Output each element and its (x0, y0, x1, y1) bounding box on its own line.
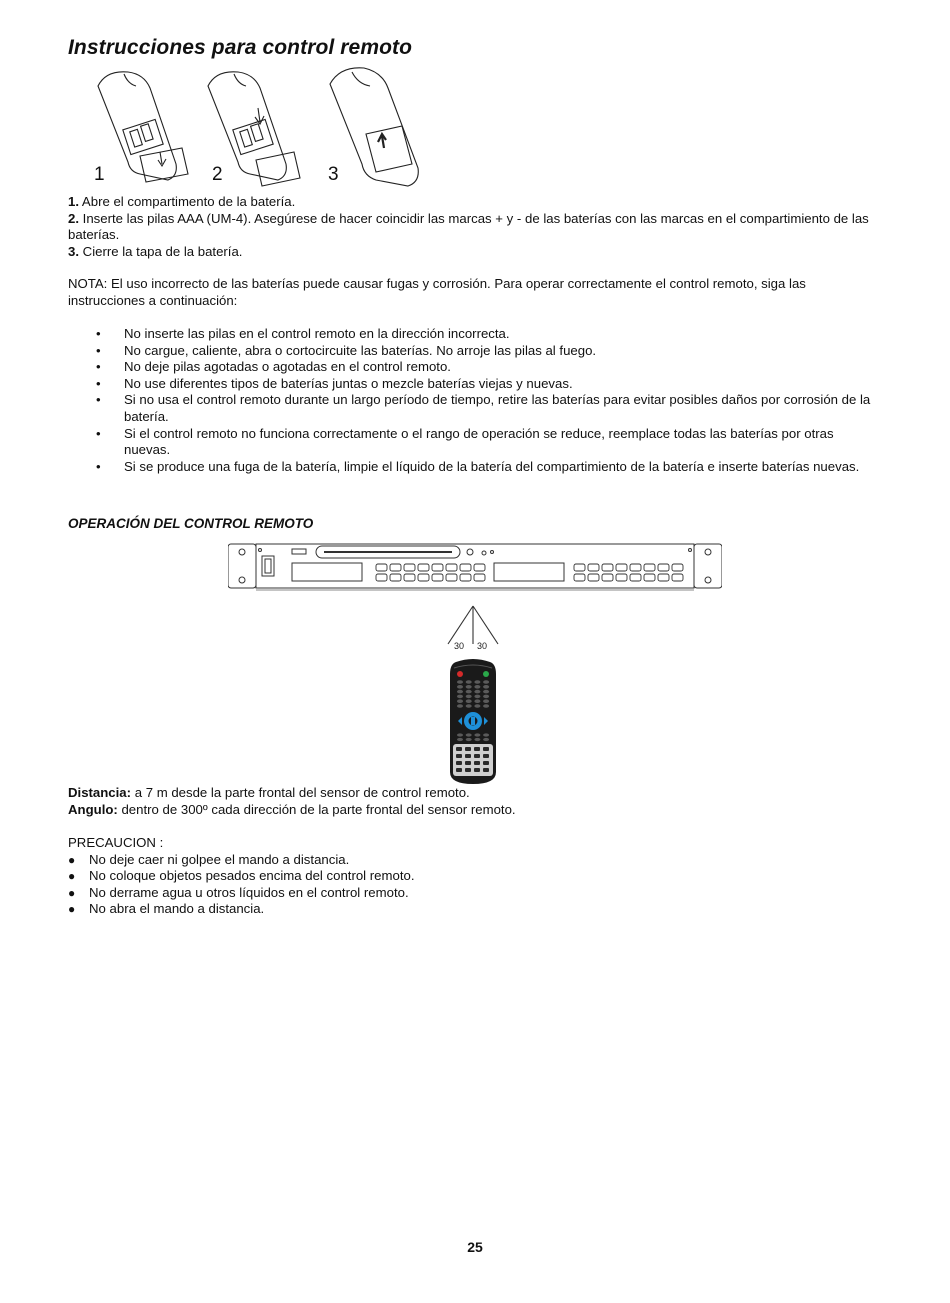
rack-button (474, 564, 485, 571)
remote-key (457, 704, 463, 708)
caution-section (68, 835, 880, 918)
remote-control-drawing (450, 659, 496, 784)
battery-steps (68, 194, 880, 260)
distance-line: Distancia: a 7 m desde la parte frontal del sensor de control remoto. (68, 785, 470, 800)
battery-warnings-list (96, 326, 880, 475)
list-item: • No use diferentes tipos de baterías juntas o mezcle baterías viejas y nuevas. (96, 376, 880, 393)
remote-key (466, 699, 472, 703)
angle-label-left: 30 (454, 641, 465, 651)
remote-number-key (456, 754, 462, 758)
rack-unit-drawing (228, 544, 722, 590)
remote-key (474, 699, 480, 703)
remote-key (474, 695, 480, 699)
list-item: • Si se produce una fuga de la batería, limpie el líquido de la batería del compartimiento de la batería e inserte baterías nuevas. (96, 459, 880, 476)
rack-button (418, 574, 429, 581)
remote-key (474, 680, 480, 684)
page-number: 25 (467, 1239, 483, 1255)
list-item: ● No derrame agua u otros líquidos en el control remoto. (68, 885, 880, 902)
remote-number-key (483, 761, 489, 765)
remote-power-button (457, 671, 463, 677)
rack-button (672, 564, 683, 571)
list-item: • Si no usa el control remoto durante un largo período de tiempo, retire las baterías para evitar posibles daños por corrosión de la batería. (96, 392, 880, 425)
angle-line: Angulo: dentro de 300º cada dirección de la parte frontal del sensor remoto. (68, 801, 516, 817)
figure-label-2: 2 (212, 164, 223, 185)
remote-key (483, 699, 489, 703)
rack-button (588, 564, 599, 571)
step-3: 3. Cierre la tapa de la batería. (68, 243, 243, 259)
figure-label-3: 3 (328, 164, 339, 185)
list-item: • No inserte las pilas en el control remoto en la dirección incorrecta. (96, 326, 880, 343)
remote-key (457, 738, 463, 741)
remote-key (474, 690, 480, 694)
remote-key (474, 685, 480, 689)
remote-number-key (483, 747, 489, 751)
remote-key (457, 733, 463, 736)
rack-button (574, 574, 585, 581)
range-info (68, 785, 880, 818)
remote-key (466, 704, 472, 708)
figure-label-1: 1 (94, 164, 105, 185)
ir-angle-drawing (448, 606, 498, 644)
rack-button (446, 564, 457, 571)
list-item: • No deje pilas agotadas o agotadas en el control remoto. (96, 359, 880, 376)
remote-number-key (465, 768, 471, 772)
battery-note: NOTA: El uso incorrecto de las baterías puede causar fugas y corrosión. Para operar correctamente el control remoto, siga las instrucciones a continuación: (68, 276, 806, 308)
remote-key (466, 690, 472, 694)
rack-button (602, 574, 613, 581)
remote-number-key (456, 747, 462, 751)
rack-button (616, 574, 627, 581)
list-item: • Si el control remoto no funciona correctamente o el rango de operación se reduce, reemplace todas las baterías por otras nuevas. (96, 426, 880, 459)
remote-step-3-drawing (330, 68, 418, 186)
rack-button (616, 564, 627, 571)
remote-number-key (465, 754, 471, 758)
remote-number-key (483, 754, 489, 758)
rack-button (446, 574, 457, 581)
rack-button (432, 564, 443, 571)
section-heading: OPERACIÓN DEL CONTROL REMOTO (68, 516, 314, 531)
remote-number-key (474, 754, 480, 758)
remote-key (483, 690, 489, 694)
remote-key (483, 704, 489, 708)
remote-number-key (456, 761, 462, 765)
remote-number-key (474, 747, 480, 751)
rack-buttons (376, 564, 683, 581)
rack-button (376, 574, 387, 581)
remote-key (466, 680, 472, 684)
list-item: ● No abra el mando a distancia. (68, 901, 880, 918)
remote-key (466, 685, 472, 689)
battery-installation-figure (88, 64, 428, 198)
rack-button (474, 574, 485, 581)
remote-key (457, 685, 463, 689)
remote-operation-figure (228, 540, 722, 786)
remote-number-key (465, 747, 471, 751)
remote-number-key (456, 768, 462, 772)
step-1: 1. Abre el compartimento de la batería. (68, 194, 296, 209)
remote-number-key (474, 768, 480, 772)
remote-key (483, 733, 489, 736)
rack-button (390, 564, 401, 571)
rack-button (658, 564, 669, 571)
rack-button (672, 574, 683, 581)
rack-button (588, 574, 599, 581)
remote-key (466, 738, 472, 741)
remote-key (474, 738, 480, 741)
rack-button (644, 574, 655, 581)
remote-key (483, 695, 489, 699)
remote-key (466, 695, 472, 699)
rack-button (432, 574, 443, 581)
remote-key (457, 690, 463, 694)
list-item: ● No deje caer ni golpee el mando a distancia. (68, 852, 880, 869)
remote-key (457, 695, 463, 699)
remote-key (483, 738, 489, 741)
page-title: Instrucciones para control remoto (68, 36, 413, 59)
list-item: • No cargue, caliente, abra o cortocircuite las baterías. No arroje las pilas al fuego. (96, 343, 880, 360)
rack-button (404, 564, 415, 571)
rack-button (630, 574, 641, 581)
remote-key (483, 685, 489, 689)
remote-key (466, 733, 472, 736)
remote-green-button (483, 671, 489, 677)
rack-button (460, 564, 471, 571)
rack-button (460, 574, 471, 581)
remote-key (457, 699, 463, 703)
remote-key (474, 704, 480, 708)
rack-button (658, 574, 669, 581)
remote-number-key (474, 761, 480, 765)
caution-list (68, 852, 880, 918)
rack-button (390, 574, 401, 581)
rack-button (602, 564, 613, 571)
rack-button (376, 564, 387, 571)
rack-button (418, 564, 429, 571)
rack-button (644, 564, 655, 571)
list-item: ● No coloque objetos pesados encima del control remoto. (68, 868, 880, 885)
rack-button (574, 564, 585, 571)
angle-label-right: 30 (477, 641, 488, 651)
caution-title: PRECAUCION : (68, 835, 164, 850)
remote-key (457, 680, 463, 684)
rack-button (404, 574, 415, 581)
remote-step-1-drawing (98, 72, 188, 182)
step-2: 2. Inserte las pilas AAA (UM-4). Asegúrese de hacer coincidir las marcas + y - de las baterías con las marcas en el compartimiento de las baterías. (68, 210, 869, 243)
rack-button (630, 564, 641, 571)
remote-number-key (483, 768, 489, 772)
remote-key (474, 733, 480, 736)
remote-key (483, 680, 489, 684)
remote-number-key (465, 761, 471, 765)
